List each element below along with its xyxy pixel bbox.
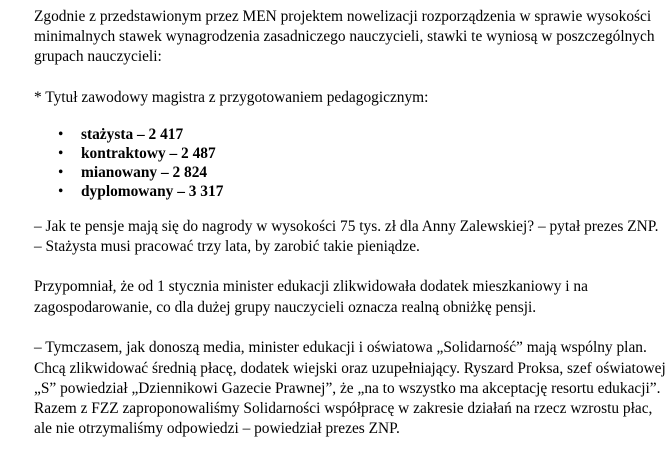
intro-paragraph: Zgodnie z przedstawionym przez MEN projektem nowelizacji rozporządzenia w sprawie wysokości minimalnych stawek wynagrodzenia zasadniczego nauczycieli, stawki te wyniosą w poszczególnych grupach nauczycieli:	[34, 8, 655, 66]
list-item	[34, 183, 666, 202]
paragraph-question: – Jak te pensje mają się do nagrody w wysokości 75 tys. zł dla Anny Zalewskiej? – pytał prezes ZNP. – Stażysta musi pracować trzy lata, by zarobić takie pieniądze.	[34, 217, 659, 255]
bullet-icon: •	[58, 126, 64, 144]
article-body	[34, 7, 666, 439]
bullet-icon: •	[58, 182, 64, 200]
bullet-icon: •	[58, 145, 64, 163]
bullet-icon: •	[58, 163, 64, 181]
salary-list	[34, 126, 666, 201]
salary-label: kontraktowy – 2 487	[81, 145, 216, 163]
salary-label: mianowany – 2 824	[81, 163, 208, 181]
list-item	[34, 164, 666, 183]
category-heading: * Tytuł zawodowy magistra z przygotowaniem pedagogicznym:	[34, 89, 429, 107]
list-item	[34, 145, 666, 164]
list-item	[34, 126, 666, 145]
salary-label: dyplomowany – 3 317	[81, 182, 224, 200]
paragraph-plan: – Tymczasem, jak donoszą media, minister edukacji i oświatowa „Solidarność” mają wspólny plan. Chcą zlikwidować średnią płacę, dodatek wiejski oraz uzupełniający. Ryszard Proksa, szef oświatowej „S” powiedział „Dziennikowi Gazecie Prawnej”, że „na to wszystko ma akceptację resortu edukacji”. Razem z FZZ zaproponowaliśmy Solidarności współpracę w zakresie działań na rzecz wzrostu płac, ale nie otrzymaliśmy odpowiedzi – powiedział prezes ZNP.	[34, 339, 666, 438]
salary-label: stażysta – 2 417	[81, 126, 184, 144]
paragraph-reminder: Przypomniał, że od 1 stycznia minister edukacji zlikwidowała dodatek mieszkaniowy i na zagospodarowanie, co dla dużej grupy nauczycieli oznacza realną obniżkę pensji.	[34, 278, 588, 316]
